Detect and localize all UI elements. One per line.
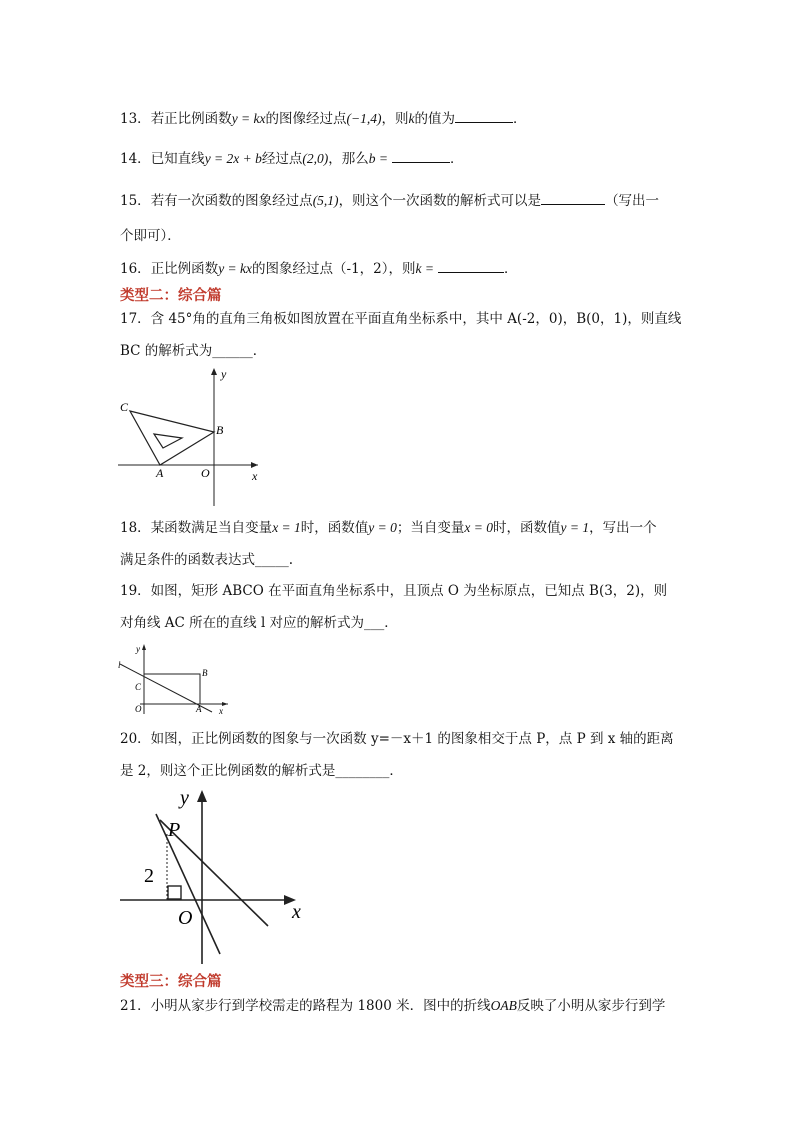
section-heading-type-3: 类型三：综合篇	[120, 973, 222, 990]
question-20-line1: 20．如图，正比例函数的图象与一次函数 y=－x＋1 的图象相交于点 P，点 P 到 x 轴的距离	[120, 731, 674, 747]
question-16: 16．正比例函数y = kx的图象经过点（-1，2），则k = ．	[120, 258, 518, 279]
answer-blank	[392, 148, 450, 163]
question-20-line2: 是 2，则这个正比例函数的解析式是________．	[120, 763, 403, 779]
answer-blank	[455, 108, 513, 123]
figure-17-triangle-diagram	[118, 364, 268, 510]
fig17-label-C: C	[120, 400, 129, 414]
question-17-line2: BC 的解析式为______．	[120, 343, 267, 359]
fig20-label-O: O	[178, 907, 193, 929]
fig17-label-B: B	[216, 423, 224, 437]
fig17-label-A: A	[156, 466, 164, 480]
fig17-label-O: O	[201, 466, 210, 480]
answer-blank	[438, 258, 504, 273]
question-19-line2: 对角线 AC 所在的直线 l 对应的解析式为___．	[120, 615, 398, 631]
question-13: 13．若正比例函数y = kx的图像经过点(−1,4)，则k的值为 ．	[120, 108, 527, 129]
fig19-label-l: l	[118, 660, 121, 670]
fig19-label-B: B	[202, 668, 208, 678]
fig19-label-y: y	[136, 644, 140, 654]
answer-blank	[541, 190, 605, 205]
question-15-line2: 个即可）．	[120, 228, 181, 244]
fig19-label-A: A	[196, 704, 202, 714]
fig20-label-x: x	[292, 901, 301, 923]
fig17-label-x: x	[252, 469, 258, 483]
fig20-label-distance: 2	[144, 865, 154, 887]
fig20-label-y: y	[180, 787, 189, 809]
question-17-line1: 17．含 45°角的直角三角板如图放置在平面直角坐标系中，其中 A(-2，0)，B(0，1)，则直线	[120, 311, 682, 327]
fig17-label-y: y	[221, 367, 227, 381]
section-heading-type-2: 类型二：综合篇	[120, 287, 222, 304]
fig19-label-O: O	[135, 704, 142, 714]
question-14: 14．已知直线y = 2x + b经过点(2,0)，那么b = ．	[120, 148, 464, 169]
question-15: 15．若有一次函数的图象经过点(5,1)，则这个一次函数的解析式可以是 （写出一	[120, 190, 659, 211]
question-19-line1: 19．如图，矩形 ABCO 在平面直角坐标系中，且顶点 O 为坐标原点，已知点 B(3，2)，则	[120, 583, 668, 599]
figure-20-intersecting-lines-diagram	[120, 784, 310, 966]
figure-19-rectangle-diagram	[116, 642, 236, 716]
question-21: 21．小明从家步行到学校需走的路程为 1800 米．图中的折线OAB反映了小明从家步行到学	[120, 998, 666, 1014]
fig20-label-P: P	[168, 819, 181, 841]
question-18: 18．某函数满足当自变量x = 1时，函数值y = 0；当自变量x = 0时，函数值y = 1，写出一个	[120, 520, 657, 536]
fig19-label-C: C	[135, 682, 142, 692]
question-18-line2: 满足条件的函数表达式_____.	[120, 552, 294, 568]
fig19-label-x: x	[219, 706, 223, 716]
